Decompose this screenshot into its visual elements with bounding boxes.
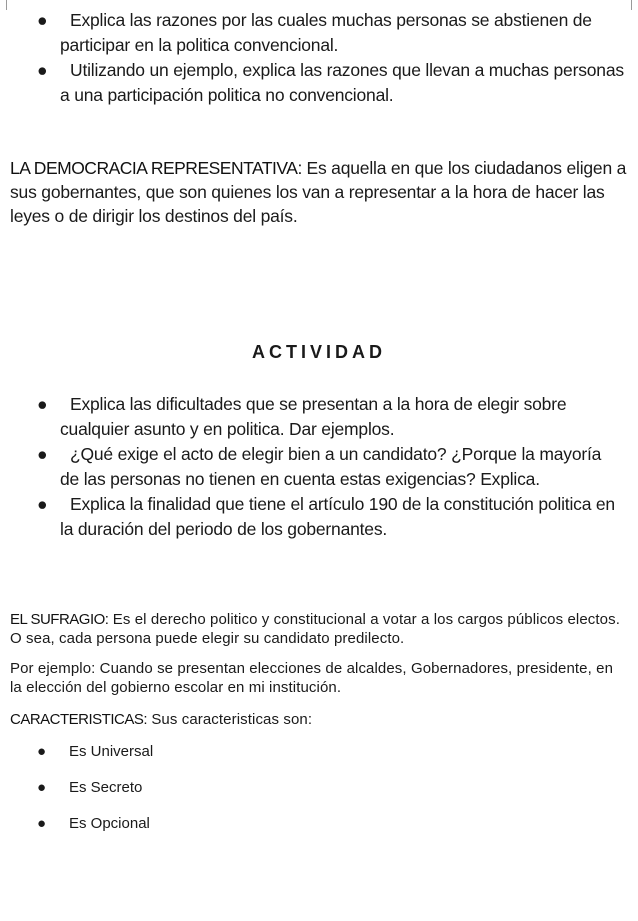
list-item-text: Utilizando un ejemplo, explica las razones que llevan a muchas personas a una participación politica no convencional.	[60, 60, 624, 105]
term-definition: Sus caracteristicas son:	[151, 711, 313, 728]
list-item-text: Explica las razones por las cuales muchas personas se abstienen de participar en la politica convencional.	[60, 10, 592, 55]
term-label: EL SUFRAGIO:	[10, 611, 109, 628]
list-item-text: Explica las dificultades que se presentan a la hora de elegir sobre cualquier asunto y en politica. Dar ejemplos.	[60, 394, 567, 439]
list-item	[0, 392, 638, 442]
list-item-text: Explica la finalidad que tiene el artículo 190 de la constitución politica en la duración del periodo de los gobernantes.	[60, 494, 615, 539]
bullet-icon: ●	[37, 10, 48, 30]
representative-democracy-paragraph	[10, 156, 628, 228]
term-label: LA DEMOCRACIA REPRESENTATIVA:	[10, 158, 302, 178]
list-item	[0, 58, 638, 108]
list-item	[0, 814, 638, 850]
bullet-icon: ●	[37, 444, 48, 464]
characteristics-list	[0, 742, 638, 850]
activity-heading: ACTIVIDAD	[252, 342, 386, 362]
list-item	[0, 8, 638, 58]
characteristics-paragraph	[10, 710, 628, 729]
bullet-icon: ●	[37, 779, 47, 796]
list-item	[0, 492, 638, 542]
list-item-text: Es Secreto	[69, 779, 143, 796]
bullet-icon: ●	[37, 494, 48, 514]
bullet-icon: ●	[37, 815, 47, 832]
list-item	[0, 778, 638, 814]
suffrage-example-paragraph: Por ejemplo: Cuando se presentan elecciones de alcaldes, Gobernadores, presidente, en la elección del gobierno escolar en mi institución.	[10, 660, 614, 696]
term-definition: Es aquella en que los ciudadanos eligen a sus gobernantes, que son quienes los van a representar a la hora de hacer las leyes o de dirigir los destinos del país.	[10, 158, 627, 226]
bullet-icon: ●	[37, 60, 48, 80]
term-definition: Es el derecho politico y constitucional a votar a los cargos públicos electos. O sea, cada persona puede elegir su candidato predilecto.	[10, 611, 620, 647]
term-label: CARACTERISTICAS:	[10, 711, 148, 728]
list-item	[0, 742, 638, 778]
list-item-text: Es Opcional	[69, 815, 150, 832]
list-item	[0, 442, 638, 492]
bullet-icon: ●	[37, 394, 48, 414]
list-item-text: Es Universal	[69, 743, 154, 760]
intro-question-list	[0, 8, 638, 108]
activity-question-list	[0, 392, 638, 542]
suffrage-paragraph	[10, 610, 628, 648]
list-item-text: ¿Qué exige el acto de elegir bien a un candidato? ¿Porque la mayoría de las personas no tienen en cuenta estas exigencias? Explica.	[60, 444, 602, 489]
bullet-icon: ●	[37, 743, 47, 760]
